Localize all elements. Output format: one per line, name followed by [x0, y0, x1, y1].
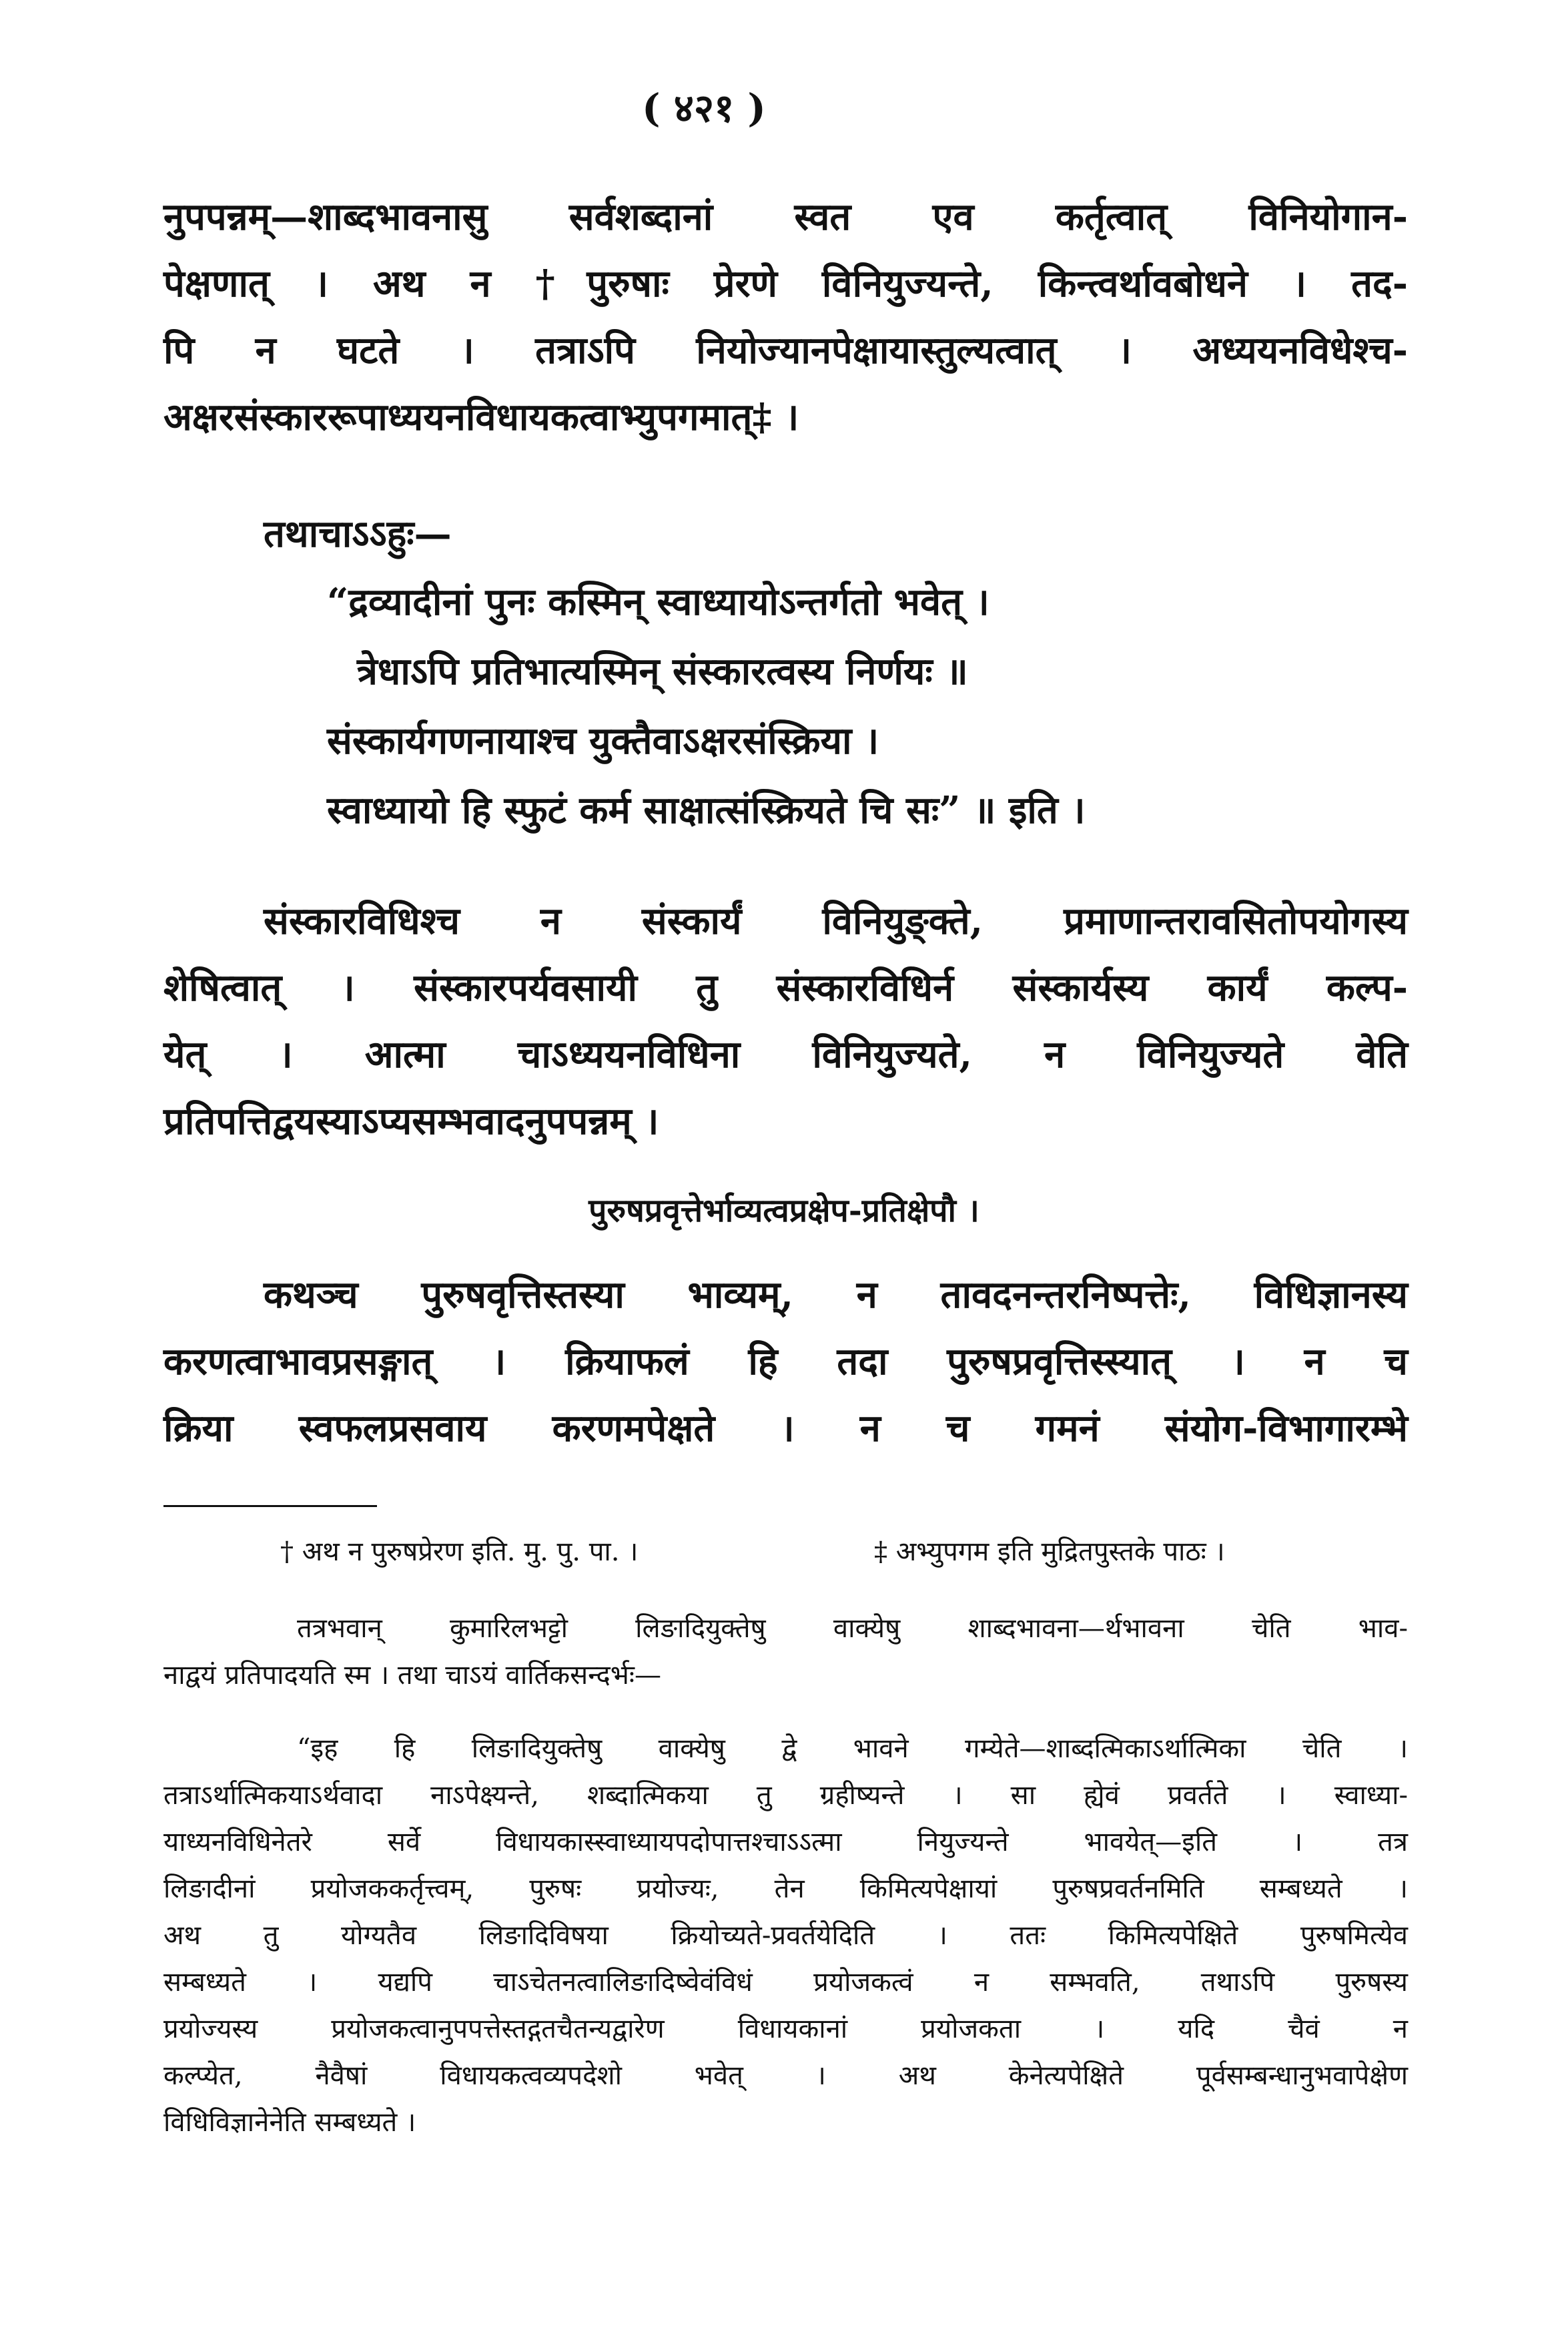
editorial-note	[163, 1605, 1408, 1699]
text-line: करणत्वाभावप्रसङ्गात् । क्रियाफलं हि तदा पुरुषप्रवृत्तिस्स्यात् । न च	[163, 1340, 1408, 1384]
note-line: तत्राऽर्थात्मिकयाऽर्थवादा नाऽपेक्ष्यन्ते, शब्दात्मिकया तु ग्रहीष्यन्ते । सा ह्येवं प्रवर्तते । स्वाध्या-	[163, 1780, 1408, 1811]
text-line: पि न घटते । तत्राऽपि नियोज्यानपेक्षायास्तुल्यत्वात् । अध्ययनविधेश्च-	[163, 328, 1408, 372]
paragraph-3	[163, 1261, 1408, 1462]
note-line: याध्यनविधिनेतरे सर्वे विधायकास्स्वाध्यायपदोपात्तश्चाऽऽत्मा नियुज्यन्ते भावयेत्—इति । तत्र	[163, 1827, 1408, 1857]
note-line: सम्बध्यते । यद्यपि चाऽचेतनत्वालिङादिष्वेवंविधं प्रयोजकत्वं न सम्भवति, तथाऽपि पुरुषस्य	[163, 1967, 1408, 1998]
section-heading: पुरुषप्रवृत्तेर्भाव्यत्वप्रक्षेप-प्रतिक्षेपौ ।	[589, 1192, 979, 1229]
paragraph-1	[163, 184, 1408, 451]
note-line: “इह हि लिङादियुक्तेषु वाक्येषु द्वे भावने गम्येते—शाब्दत्मिकाऽर्थात्मिका चेति ।	[297, 1733, 1408, 1764]
verse-line: संस्कार्यगणनायाश्च युक्तैवाऽक्षरसंस्क्रिया ।	[327, 719, 879, 763]
verse-line: “द्रव्यादीनां पुनः कस्मिन् स्वाध्यायोऽन्तर्गतो भवेत् ।	[327, 580, 990, 624]
verse-line: स्वाध्यायो हि स्फुटं कर्म साक्षात्संस्क्रियते चि सः” ॥ इति ।	[327, 788, 1086, 832]
page-number: ( ४२१ )	[642, 85, 766, 131]
quote-intro: तथाचाऽऽहुः—	[264, 512, 452, 556]
verse-block	[327, 567, 1086, 845]
footnote-rule	[163, 1505, 377, 1507]
footnote-dagger: † अथ न पुरुषप्रेरण इति. मु. पु. पा. ।	[280, 1536, 639, 1567]
note-line: लिङादीनां प्रयोजककर्तृत्त्वम्, पुरुषः प्रयोज्यः, तेन किमित्यपेक्षायां पुरुषप्रवर्तनमिति सम्बध्यते ।	[163, 1873, 1408, 1904]
paragraph-2	[163, 888, 1408, 1155]
text-line: नुपपन्नम्—शाब्दभावनासु सर्वशब्दानां स्वत एव कर्तृत्वात् विनियोगान-	[163, 195, 1408, 239]
text-line: शेषित्वात् । संस्कारपर्यवसायी तु संस्कारविधिर्न संस्कार्यस्य कार्यं कल्प-	[163, 966, 1408, 1010]
varttika-quote	[163, 1725, 1408, 2146]
text-line: संस्कारविधिश्च न संस्कार्यं विनियुङ्क्ते, प्रमाणान्तरावसितोपयोगस्य	[264, 899, 1408, 943]
text-line: येत् । आत्मा चाऽध्ययनविधिना विनियुज्यते, न विनियुज्यते वेति	[163, 1033, 1408, 1077]
footnote-double-dagger: ‡ अभ्युपगम इति मुद्रितपुस्तके पाठः ।	[874, 1536, 1225, 1567]
note-line: नाद्वयं प्रतिपादयति स्म । तथा चाऽयं वार्तिकसन्दर्भः—	[163, 1660, 661, 1691]
text-line: क्रिया स्वफलप्रसवाय करणमपेक्षते । न च गमनं संयोग-विभागारम्भे	[163, 1406, 1408, 1450]
note-line: विधिविज्ञानेनेति सम्बध्यते ।	[163, 2107, 416, 2138]
note-line: अथ तु योग्यतैव लिङादिविषया क्रियोच्यते-प्रवर्तयेदिति । ततः किमित्यपेक्षिते पुरुषमित्येव	[163, 1920, 1408, 1951]
note-line: प्रयोज्यस्य प्रयोजकत्वानुपपत्तेस्तद्गतचैतन्यद्वारेण विधायकानां प्रयोजकता । यदि चैवं न	[163, 2014, 1408, 2044]
verse-line: त्रेधाऽपि प्रतिभात्यस्मिन् संस्कारत्वस्य निर्णयः ॥	[357, 649, 968, 693]
note-line: तत्रभवान् कुमारिलभट्टो लिङादियुक्तेषु वाक्येषु शाब्दभावना—र्थभावना चेति भाव-	[297, 1613, 1408, 1644]
text-line: प्रतिपत्तिद्वयस्याऽप्यसम्भवादनुपपन्नम् ।	[163, 1099, 659, 1143]
text-line: पेक्षणात् । अथ न †पुरुषाः प्रेरणे विनियुज्यन्ते, किन्त्वर्थावबोधने । तद-	[163, 262, 1408, 306]
text-line: अक्षरसंस्काररूपाध्ययनविधायकत्वाभ्युपगमात्‡ ।	[163, 395, 799, 439]
text-line: कथञ्च पुरुषवृत्तिस्तस्या भाव्यम्, न तावदनन्तरनिष्पत्तेः, विधिज्ञानस्य	[264, 1273, 1408, 1317]
note-line: कल्प्येत, नैवैषां विधायकत्वव्यपदेशो भवेत् । अथ केनेत्यपेक्षिते पूर्वसम्बन्धानुभवापेक्षेण	[163, 2060, 1408, 2091]
